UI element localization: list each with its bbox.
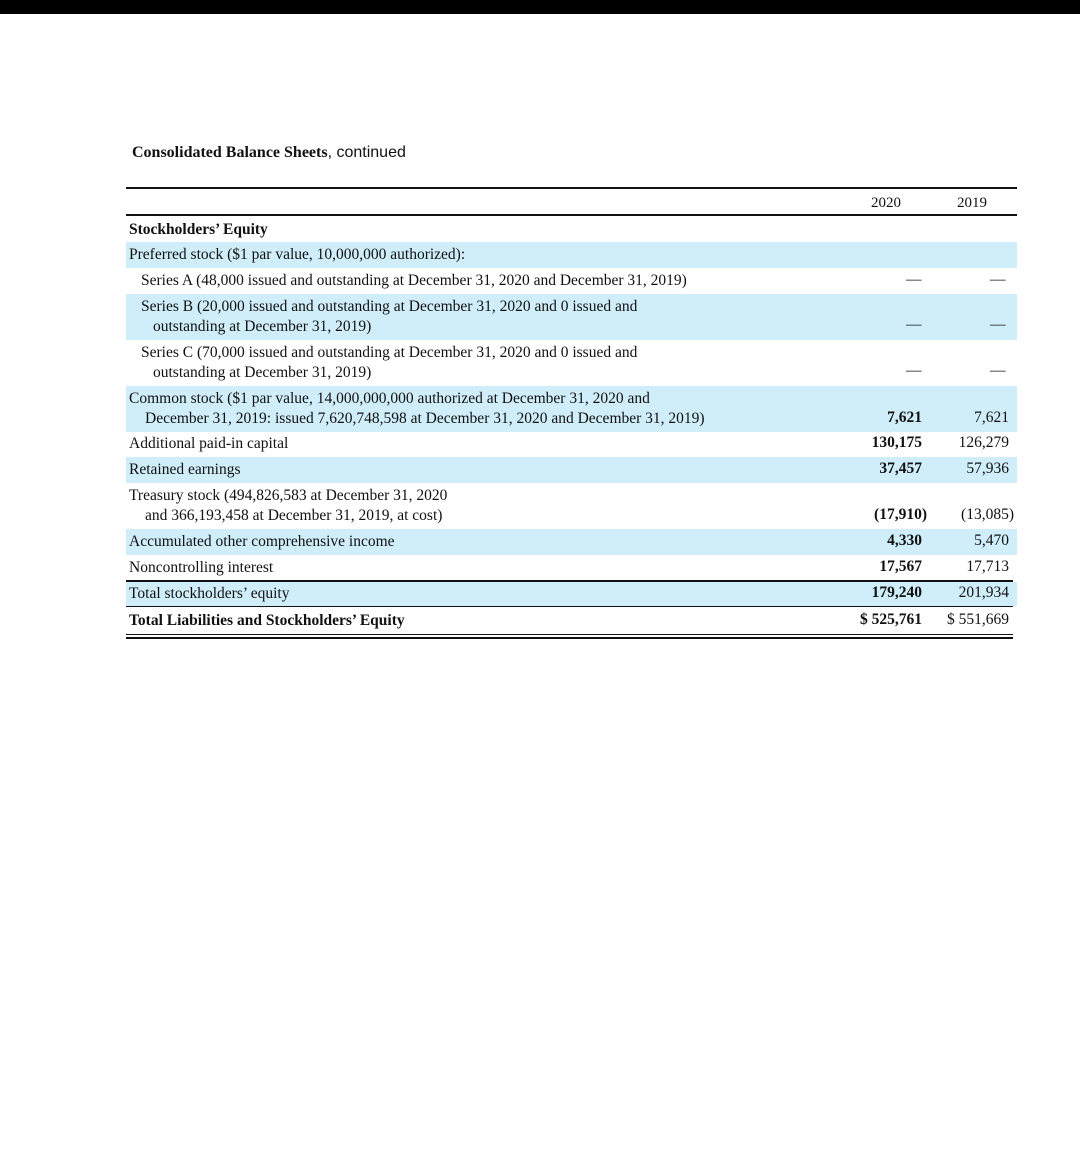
- row-label-line2: December 31, 2019: issued 7,620,748,598 at December 31, 2020 and December 31, 2019): [145, 410, 705, 427]
- value-2020: 179,240: [871, 584, 922, 601]
- row-label-line2: outstanding at December 31, 2019): [153, 318, 372, 335]
- value-2020: 37,457: [879, 460, 922, 477]
- row-label: Total Liabilities and Stockholders’ Equity: [129, 612, 405, 629]
- double-rule-top: [126, 634, 1013, 635]
- row-label: Retained earnings: [129, 461, 241, 478]
- row-label-line1: Common stock ($1 par value, 14,000,000,000 authorized at December 31, 2020 and: [129, 390, 650, 407]
- section-header: Stockholders’ Equity: [129, 221, 268, 238]
- value-2019: 126,279: [958, 434, 1009, 451]
- row-label-line1: Series C (70,000 issued and outstanding at December 31, 2020 and 0 issued and: [141, 344, 638, 361]
- row-label-line2: and 366,193,458 at December 31, 2019, at cost): [145, 507, 443, 524]
- value-2019: 17,713: [966, 558, 1009, 575]
- row-label: Additional paid-in capital: [129, 435, 289, 452]
- title-suffix: , continued: [327, 144, 406, 161]
- value-2020: 17,567: [879, 558, 922, 575]
- value-2019: —: [990, 316, 1006, 333]
- value-2020: (17,910): [874, 506, 927, 523]
- table-row-retained-earnings: [126, 457, 1017, 483]
- value-2019: $ 551,669: [947, 611, 1009, 628]
- value-2019: —: [990, 362, 1006, 379]
- column-header-2019: 2019: [957, 195, 987, 211]
- value-2019: 5,470: [974, 532, 1009, 549]
- double-rule-bottom: [126, 637, 1013, 639]
- value-2019: 57,936: [966, 460, 1009, 477]
- row-label: [141, 297, 637, 337]
- section-header-row: [126, 220, 1017, 242]
- value-2019: 201,934: [958, 584, 1009, 601]
- table-row-total-liabilities-equity: [126, 608, 1017, 634]
- table-row-series-b: [126, 294, 1017, 340]
- value-2019: 7,621: [974, 409, 1009, 426]
- value-2019: —: [990, 271, 1006, 288]
- value-2020: —: [906, 271, 922, 288]
- table-row-preferred-stock: [126, 242, 1017, 268]
- table-row-treasury-stock: [126, 483, 1017, 529]
- title-bold: Consolidated Balance Sheets: [132, 144, 328, 161]
- row-label: [129, 486, 447, 526]
- row-label: Accumulated other comprehensive income: [129, 533, 395, 550]
- row-label-line1: Treasury stock (494,826,583 at December 31, 2020: [129, 487, 448, 504]
- row-label: Preferred stock ($1 par value, 10,000,000 authorized):: [129, 246, 466, 263]
- value-2020: $ 525,761: [860, 611, 922, 628]
- row-label-line1: Series B (20,000 issued and outstanding at December 31, 2020 and 0 issued and: [141, 298, 638, 315]
- table-row-apic: [126, 432, 1017, 457]
- value-2020: 7,621: [887, 409, 922, 426]
- row-label: Total stockholders’ equity: [129, 585, 290, 602]
- row-label: [129, 389, 705, 429]
- table-top-rule: [126, 187, 1017, 189]
- top-black-bar: [0, 0, 1080, 14]
- row-label: Series A (48,000 issued and outstanding at December 31, 2020 and December 31, 2019): [141, 272, 687, 289]
- column-header-2020: 2020: [871, 195, 901, 211]
- table-row-total-equity: [126, 582, 1017, 606]
- page-title: [132, 144, 406, 162]
- value-2020: —: [906, 362, 922, 379]
- table-row-noncontrolling-interest: [126, 555, 1017, 580]
- value-2020: —: [906, 316, 922, 333]
- row-label: [141, 343, 637, 383]
- table-row-common-stock: [126, 386, 1017, 432]
- header-bottom-rule: [126, 214, 1017, 216]
- value-2020: 130,175: [871, 434, 922, 451]
- row-label: Noncontrolling interest: [129, 559, 274, 576]
- total-rule: [126, 606, 1013, 607]
- row-label-line2: outstanding at December 31, 2019): [153, 364, 372, 381]
- table-row-series-c: [126, 340, 1017, 386]
- table-row-series-a: [126, 268, 1017, 293]
- table-row-aoci: [126, 529, 1017, 555]
- value-2020: 4,330: [887, 532, 922, 549]
- value-2019: (13,085): [961, 506, 1014, 523]
